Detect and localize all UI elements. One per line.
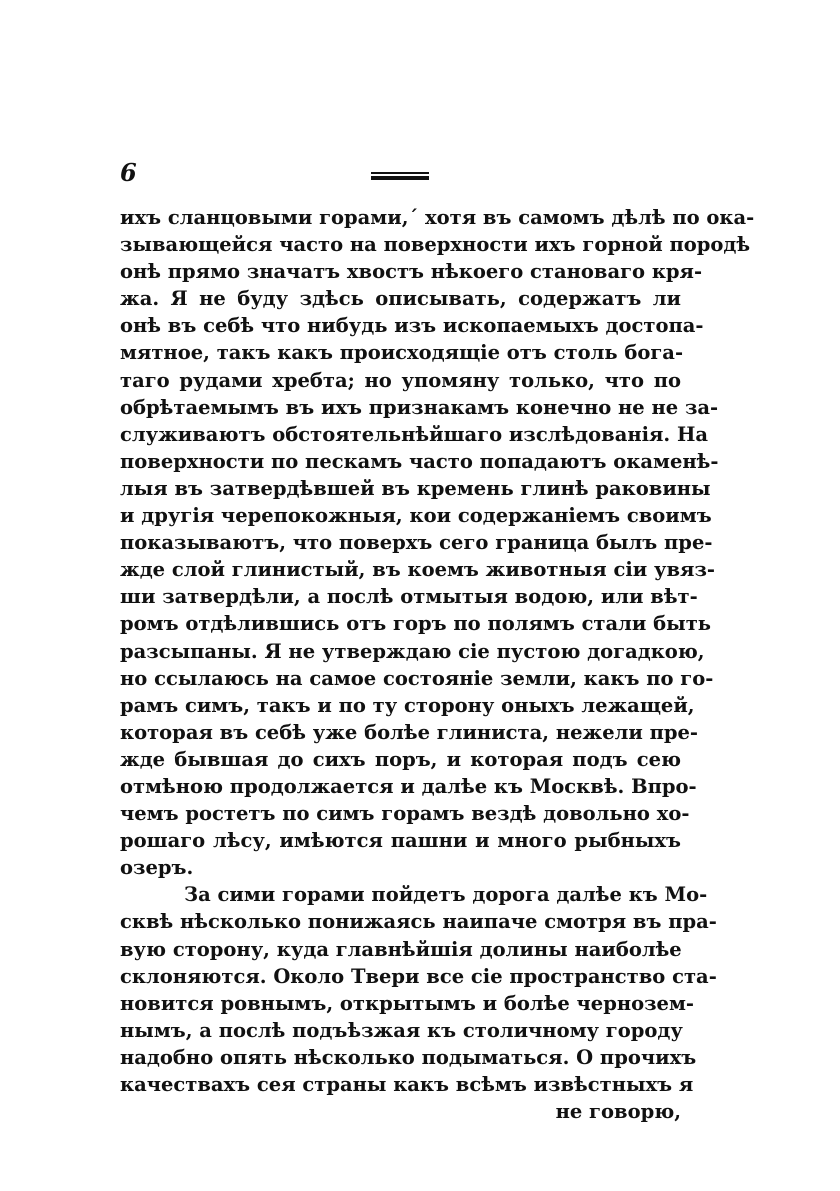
text-line: и другія черепокожныя, кои содержаніемъ своимъ bbox=[120, 504, 712, 528]
text-line: жде бывшая до сихъ поръ, и которая подъ сею bbox=[120, 747, 681, 771]
page-number: 6 bbox=[120, 158, 137, 187]
text-line: вую сторону, куда главнѣйшія долины наиболѣе bbox=[120, 937, 682, 961]
text-line: ши затвердѣли, а послѣ отмытыя водою, или вѣт- bbox=[120, 585, 698, 609]
text-line: отмѣною продолжается и далѣе къ Москвѣ. Впро- bbox=[120, 774, 697, 798]
text-line: но ссылаюсь на самое состояніе земли, какъ по го- bbox=[120, 666, 714, 690]
text-line: которая въ себѣ уже болѣе глиниста, нежели пре- bbox=[120, 720, 699, 744]
text-line: За сими горами пойдетъ дорога далѣе къ Мо- bbox=[184, 883, 708, 907]
text-line: лыя въ затвердѣвшей въ кремень глинѣ раковины bbox=[120, 476, 711, 500]
body-text bbox=[120, 204, 755, 1125]
ornament-rule-bottom bbox=[371, 176, 429, 180]
text-line: жде слой глинистый, въ коемъ животныя сіи увяз- bbox=[120, 558, 715, 582]
text-line: ромъ отдѣлившись отъ горъ по полямъ стали быть bbox=[120, 612, 712, 636]
text-line: новится ровнымъ, открытымъ и болѣе чернозем- bbox=[120, 991, 694, 1015]
text-line: склоняются. Около Твери все сіе пространство ста- bbox=[120, 964, 717, 988]
text-line: мятное, такъ какъ происходящіе отъ столь бога- bbox=[120, 341, 684, 365]
text-line: онѣ въ себѣ что нибудь изъ ископаемыхъ достопа- bbox=[120, 314, 704, 338]
text-line: показываютъ, что поверхъ сего граница былъ пре- bbox=[120, 531, 713, 555]
ornament-rule-top bbox=[371, 172, 429, 174]
text-line: сквѣ нѣсколько понижаясь наипаче смотря въ пра- bbox=[120, 910, 717, 934]
catchword: не говорю, bbox=[555, 1100, 681, 1124]
header-ornament bbox=[371, 172, 429, 181]
text-line: ихъ сланцовыми горами,´ хотя въ самомъ дѣлѣ по ока- bbox=[120, 206, 755, 229]
text-line: разсыпаны. Я не утверждаю сіе пустою догадкою, bbox=[120, 639, 705, 663]
text-line: обрѣтаемымъ въ ихъ признакамъ конечно не не за- bbox=[120, 395, 719, 419]
text-line: рошаго лѣсу, имѣются пашни и много рыбныхъ bbox=[120, 829, 681, 853]
text-line: надобно опять нѣсколько подыматься. О прочихъ bbox=[120, 1045, 697, 1069]
text-line: таго рудами хребта; но упомяну только, что по bbox=[120, 368, 681, 392]
text-line: служиваютъ обстоятельнѣйшаго изслѣдованія. На bbox=[120, 422, 709, 446]
text-line: чемъ ростетъ по симъ горамъ вездѣ довольно хо- bbox=[120, 802, 690, 826]
text-line: озеръ. bbox=[120, 856, 194, 880]
text-line: нымъ, а послѣ подъѣзжая къ столичному городу bbox=[120, 1018, 683, 1042]
text-line: рамъ симъ, такъ и по ту сторону оныхъ лежащей, bbox=[120, 693, 695, 717]
text-line: зывающейся часто на поверхности ихъ горной породѣ bbox=[120, 233, 751, 257]
text-line: онѣ прямо значатъ хвостъ нѣкоего становаго кря- bbox=[120, 260, 703, 284]
text-line: качествахъ сея страны какъ всѣмъ извѣстныхъ я bbox=[120, 1073, 694, 1096]
text-line: жа. Я не буду здѣсь описывать, содержатъ ли bbox=[120, 287, 681, 311]
text-line: поверхности по пескамъ часто попадаютъ окаменѣ- bbox=[120, 449, 719, 473]
